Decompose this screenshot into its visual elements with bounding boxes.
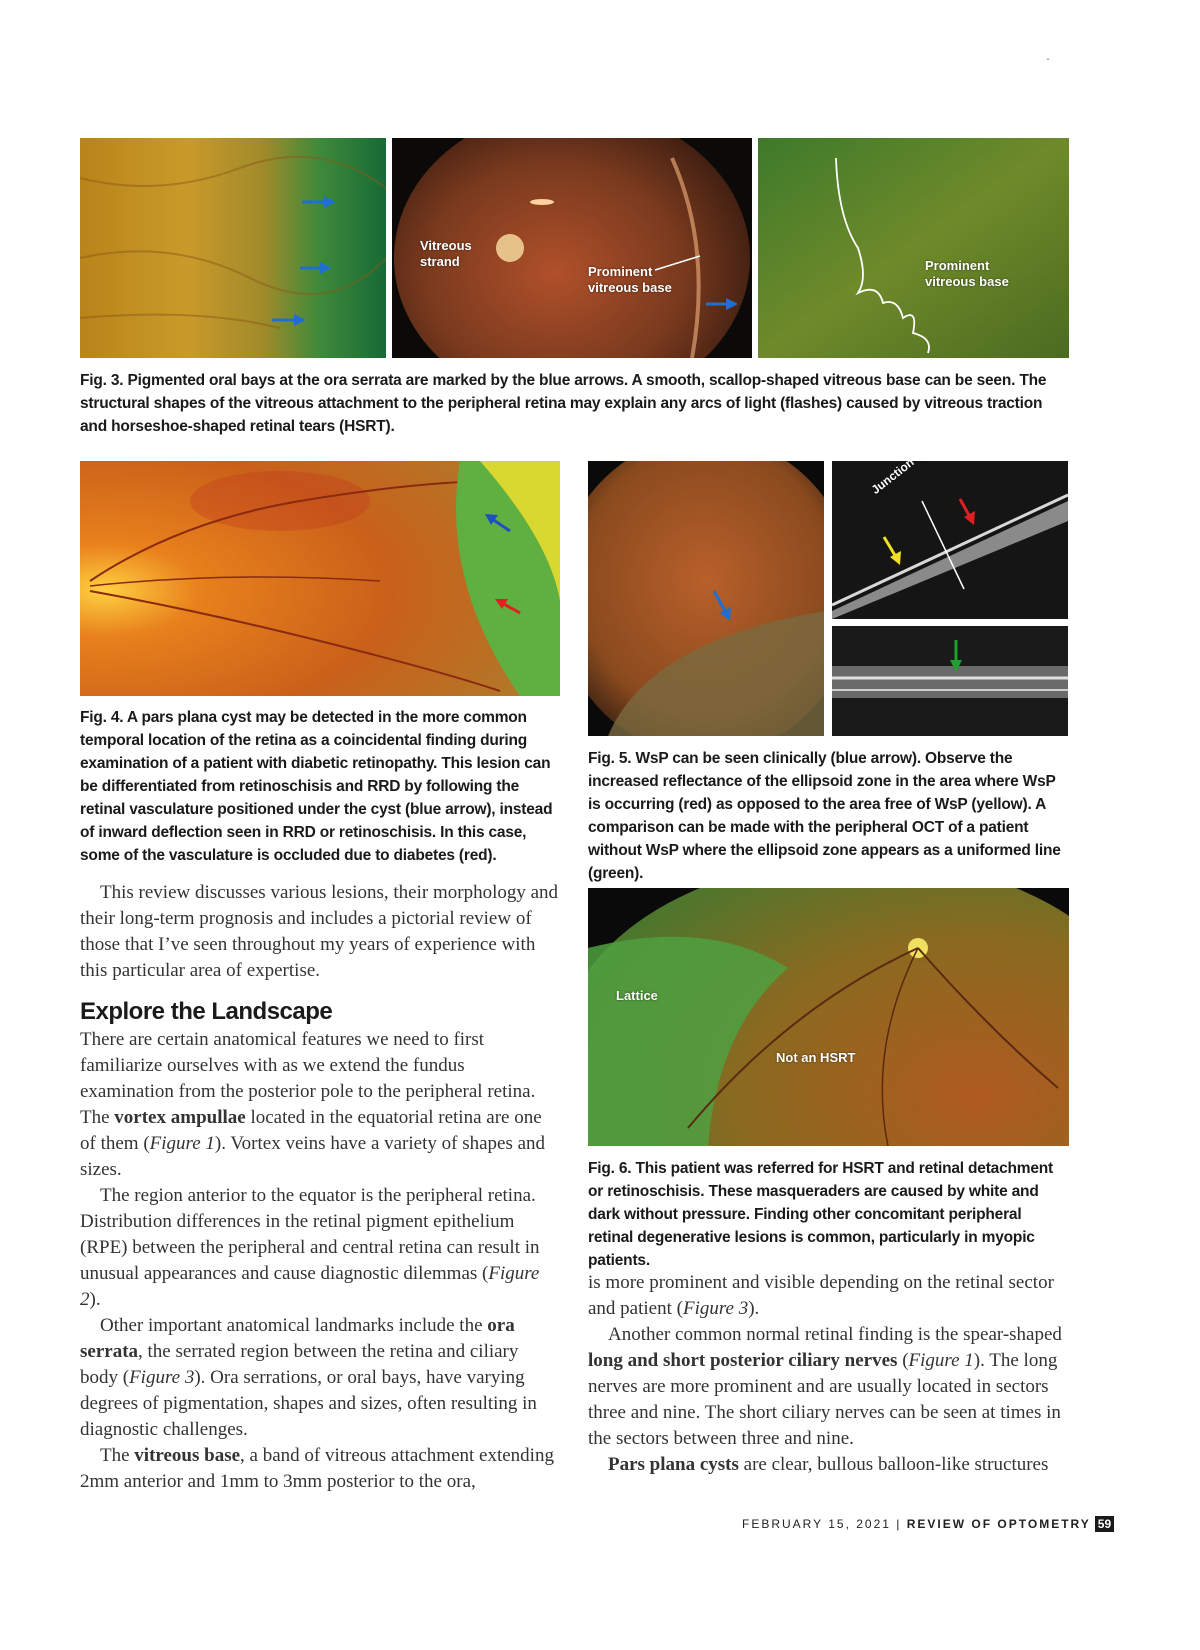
intro-text: This review discusses various lesions, their morphology and their long-term prognosis and includes a pictorial review of those that I’ve seen throughout my years of experience with this particular area of expertise.	[80, 882, 559, 981]
fig3-middle-image	[392, 138, 752, 358]
fig6-caption: Fig. 6. This patient was referred for HSRT and retinal detachment or retinoschisis. These masqueraders are caused by white and dark without pressure. Finding other concomitant peripheral retinal degenerative lesions is common, particularly in myopic patients.	[588, 1160, 1054, 1269]
page-number: 59	[1095, 1516, 1114, 1532]
label-lattice: Lattice	[616, 988, 658, 1003]
paragraph-continued: is more prominent and visible depending on the retinal sector and patient (Figure 3).	[588, 1272, 1054, 1319]
label-prominent-vitreous-base: Prominent vitreous base	[925, 258, 1009, 289]
fig5-oct-bottom-image	[832, 626, 1068, 736]
intro-paragraph	[80, 880, 560, 984]
paragraph-ciliary-nerves: Another common normal retinal finding is the spear-shaped long and short posterior ciliary nerves (Figure 1). The long nerves are more prominent and are usually located in sectors three and nine. The short ciliary nerves can be seen at times in the sectors between three and nine.	[588, 1324, 1062, 1449]
paragraph-vitreous-base: The vitreous base, a band of vitreous attachment extending 2mm anterior and 1mm to 3mm posterior to the ora,	[80, 1445, 554, 1492]
fig3-caption: Fig. 3. Pigmented oral bays at the ora serrata are marked by the blue arrows. A smooth, scallop-shaped vitreous base can be seen. The structural shapes of the vitreous attachment to the peripheral retina may explain any arcs of light (flashes) caused by vitreous traction and horseshoe-shaped retinal tears (HSRT).	[80, 372, 1047, 435]
fig5-fundus-image	[588, 461, 824, 736]
fig6-image	[588, 888, 1069, 1146]
fig4-image	[80, 461, 560, 696]
page-mark: ·	[1046, 52, 1050, 66]
fig3-left-image	[80, 138, 386, 358]
fig5-caption: Fig. 5. WsP can be seen clinically (blue arrow). Observe the increased reflectance of the ellipsoid zone in the area where WsP is occurring (red) as opposed to the area free of WsP (yellow). A comparison can be made with the peripheral OCT of a patient without WsP where the ellipsoid zone appears as a uniformed line (green).	[588, 750, 1061, 882]
paragraph-peripheral: The region anterior to the equator is the peripheral retina. Distribution differences in the retinal pigment epithelium (RPE) between the peripheral and central retina can result in unusual appearances and cause diagnostic dilemmas (Figure 2).	[80, 1185, 540, 1310]
section-heading: Explore the Landscape	[80, 998, 333, 1025]
paragraph-vortex: There are certain anatomical features we need to first familiarize ourselves with as we extend the fundus examination from the posterior pole to the peripheral retina. The vortex ampullae located in the equatorial retina are one of them (Figure 1). Vortex veins have a variety of shapes and sizes.	[80, 1029, 546, 1180]
left-column-body	[80, 1027, 560, 1495]
paragraph-pars-plana: Pars plana cysts are clear, bullous balloon-like structures	[608, 1454, 1049, 1475]
fig4-caption: Fig. 4. A pars plana cyst may be detected in the more common temporal location of the retina as a coincidental finding during examination of a patient with diabetic retinopathy. This lesion can be differentiated from retinoschisis and RRD by following the retinal vasculature positioned under the cyst (blue arrow), instead of inward deflection seen in RRD or retinoschisis. In this case, some of the vasculature is occluded due to diabetes (red).	[80, 709, 553, 864]
label-prominent-vitreous-base: Prominent vitreous base	[588, 264, 672, 295]
paragraph-ora-serrata: Other important anatomical landmarks include the ora serrata, the serrated region between the retina and ciliary body (Figure 3). Ora serrations, or oral bays, have varying degrees of pigmentation, shapes and sizes, often resulting in diagnostic challenges.	[80, 1315, 537, 1440]
footer-date: FEBRUARY 15, 2021 |	[742, 1517, 907, 1531]
fig3-right-image	[758, 138, 1069, 358]
label-vitreous-strand: Vitreous strand	[420, 238, 472, 269]
footer-journal: REVIEW OF OPTOMETRY	[906, 1517, 1091, 1531]
fig5-oct-top-image	[832, 461, 1068, 619]
page-footer	[742, 1516, 1114, 1532]
label-not-an-hsrt: Not an HSRT	[776, 1050, 856, 1065]
right-column-body	[588, 1270, 1069, 1478]
